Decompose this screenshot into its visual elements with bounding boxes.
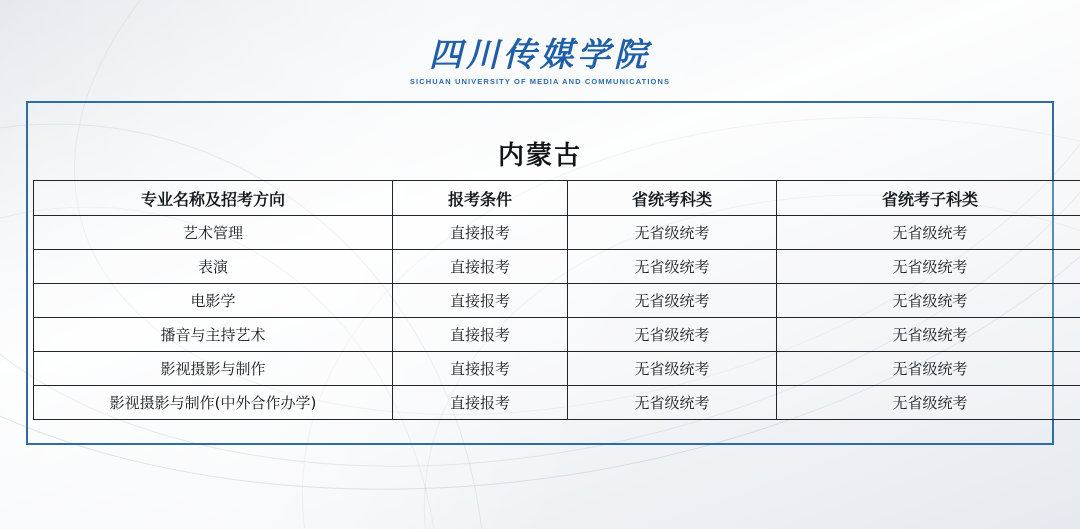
table-cell-subcategory: 无省级统考 <box>777 250 1080 284</box>
table-cell-category: 无省级统考 <box>568 318 777 352</box>
table-cell-subcategory: 无省级统考 <box>777 284 1080 318</box>
table-header-cell: 省统考科类 <box>568 181 777 216</box>
table-cell-major: 影视摄影与制作 <box>34 352 393 386</box>
table-row <box>34 318 1080 352</box>
table-header-cell: 报考条件 <box>393 181 568 216</box>
table-cell-subcategory: 无省级统考 <box>777 318 1080 352</box>
table-cell-condition: 直接报考 <box>393 352 568 386</box>
table-cell-subcategory: 无省级统考 <box>777 352 1080 386</box>
table-row <box>34 216 1080 250</box>
table-row <box>34 250 1080 284</box>
table-row <box>34 352 1080 386</box>
majors-table <box>33 180 1080 420</box>
table-header-cell: 省统考子科类 <box>777 181 1080 216</box>
table-cell-category: 无省级统考 <box>568 284 777 318</box>
table-cell-condition: 直接报考 <box>393 216 568 250</box>
table-cell-major: 艺术管理 <box>34 216 393 250</box>
table-cell-major: 播音与主持艺术 <box>34 318 393 352</box>
table-cell-category: 无省级统考 <box>568 250 777 284</box>
table-cell-major: 电影学 <box>34 284 393 318</box>
table-cell-category: 无省级统考 <box>568 216 777 250</box>
logo-chinese-name: 四川传媒学院 <box>429 35 651 74</box>
logo-english-name: SICHUAN UNIVERSITY OF MEDIA AND COMMUNICATIONS <box>409 76 671 86</box>
table-cell-category: 无省级统考 <box>568 386 777 420</box>
university-logo <box>0 35 1080 86</box>
table-header-row <box>34 181 1080 216</box>
table-cell-category: 无省级统考 <box>568 352 777 386</box>
table-cell-subcategory: 无省级统考 <box>777 386 1080 420</box>
table-cell-major: 表演 <box>34 250 393 284</box>
table-cell-condition: 直接报考 <box>393 250 568 284</box>
table-cell-major: 影视摄影与制作(中外合作办学) <box>34 386 393 420</box>
table-cell-condition: 直接报考 <box>393 318 568 352</box>
table-cell-condition: 直接报考 <box>393 284 568 318</box>
table-header-cell: 专业名称及招考方向 <box>34 181 393 216</box>
page-title: 内蒙古 <box>497 141 582 171</box>
table-cell-subcategory: 无省级统考 <box>777 216 1080 250</box>
table-cell-condition: 直接报考 <box>393 386 568 420</box>
table-row <box>34 284 1080 318</box>
table-row <box>34 386 1080 420</box>
